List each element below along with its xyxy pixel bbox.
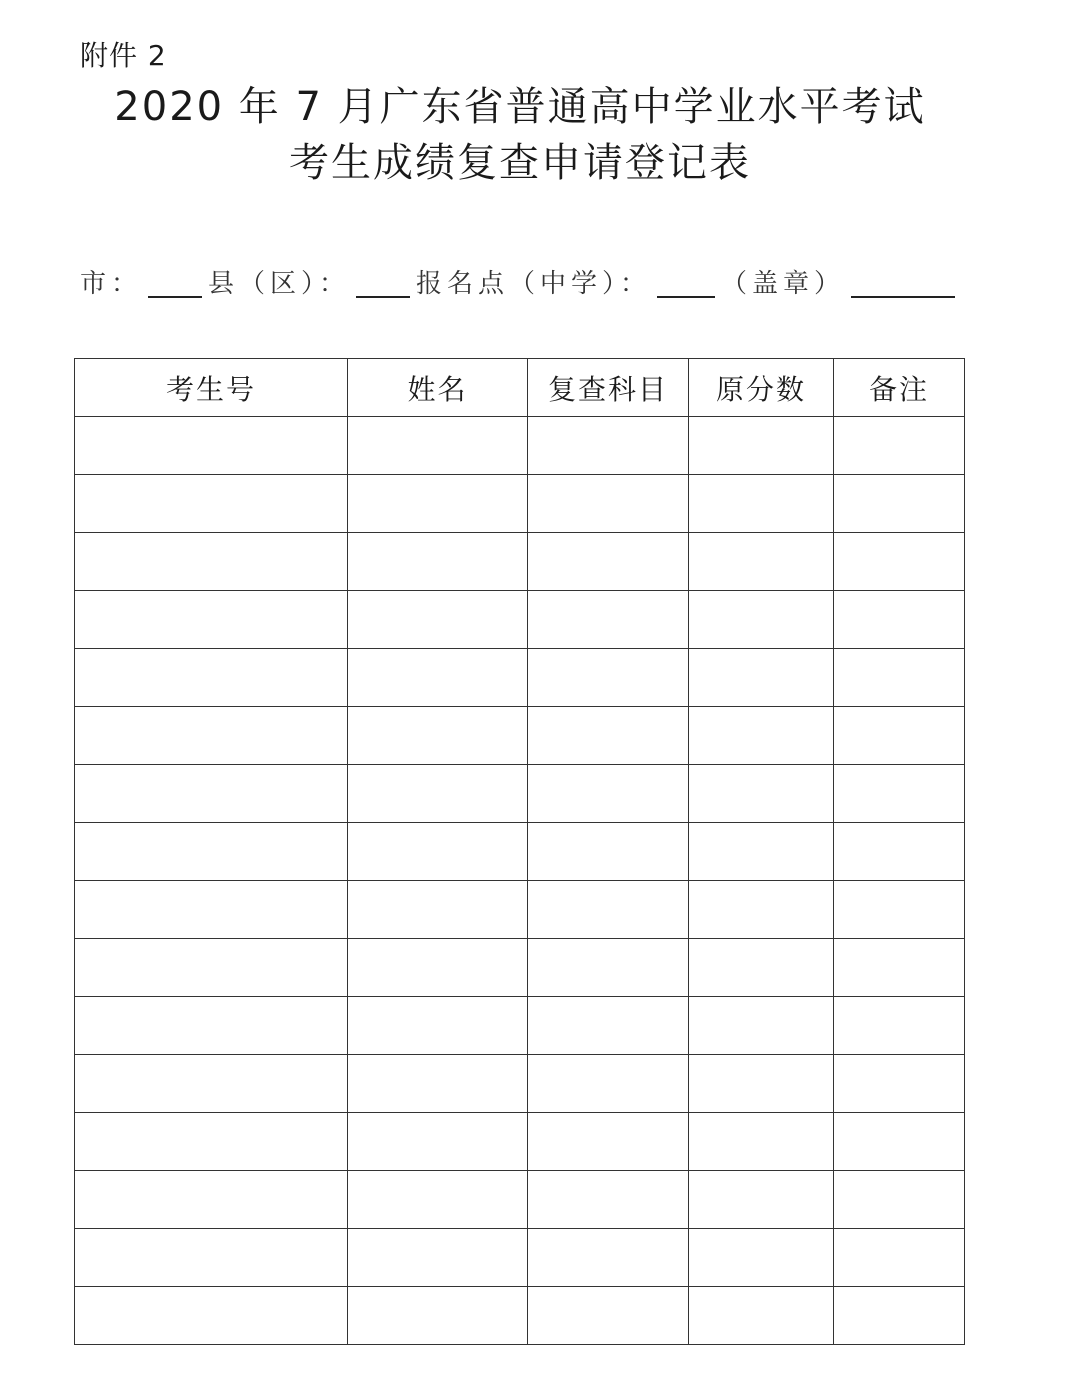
cell-remarks[interactable] — [834, 1055, 965, 1113]
county-blank[interactable] — [356, 266, 410, 298]
table-row — [75, 475, 965, 533]
cell-review-subject[interactable] — [528, 1055, 689, 1113]
fill-in-line — [80, 258, 961, 302]
cell-review-subject[interactable] — [528, 707, 689, 765]
cell-name[interactable] — [348, 1055, 528, 1113]
header-original-score: 原分数 — [689, 359, 834, 417]
table-row — [75, 1113, 965, 1171]
cell-remarks[interactable] — [834, 765, 965, 823]
cell-review-subject[interactable] — [528, 533, 689, 591]
cell-review-subject[interactable] — [528, 417, 689, 475]
table-header-row — [75, 359, 965, 417]
county-label: 县（区）： — [208, 269, 351, 299]
school-blank[interactable] — [657, 266, 715, 298]
table-row — [75, 997, 965, 1055]
cell-review-subject[interactable] — [528, 1113, 689, 1171]
cell-exam-number[interactable] — [75, 707, 348, 765]
cell-remarks[interactable] — [834, 417, 965, 475]
cell-exam-number[interactable] — [75, 997, 348, 1055]
cell-remarks[interactable] — [834, 591, 965, 649]
cell-review-subject[interactable] — [528, 1171, 689, 1229]
table-row — [75, 823, 965, 881]
cell-remarks[interactable] — [834, 1229, 965, 1287]
city-label: 市： — [80, 269, 143, 299]
cell-remarks[interactable] — [834, 823, 965, 881]
cell-original-score[interactable] — [689, 475, 834, 533]
cell-name[interactable] — [348, 707, 528, 765]
cell-review-subject[interactable] — [528, 997, 689, 1055]
table-row — [75, 1229, 965, 1287]
cell-exam-number[interactable] — [75, 1229, 348, 1287]
table-row — [75, 765, 965, 823]
cell-review-subject[interactable] — [528, 939, 689, 997]
cell-name[interactable] — [348, 591, 528, 649]
cell-exam-number[interactable] — [75, 649, 348, 707]
attachment-label: 附件 2 — [80, 39, 167, 72]
cell-name[interactable] — [348, 997, 528, 1055]
cell-original-score[interactable] — [689, 939, 834, 997]
table-row — [75, 707, 965, 765]
header-remarks: 备注 — [834, 359, 965, 417]
cell-original-score[interactable] — [689, 533, 834, 591]
cell-exam-number[interactable] — [75, 1287, 348, 1345]
table-row — [75, 1055, 965, 1113]
header-name: 姓名 — [348, 359, 528, 417]
cell-name[interactable] — [348, 1113, 528, 1171]
header-review-subject: 复查科目 — [528, 359, 689, 417]
cell-remarks[interactable] — [834, 997, 965, 1055]
cell-remarks[interactable] — [834, 533, 965, 591]
table-row — [75, 417, 965, 475]
cell-remarks[interactable] — [834, 881, 965, 939]
city-blank[interactable] — [148, 266, 202, 298]
table-row — [75, 649, 965, 707]
cell-name[interactable] — [348, 939, 528, 997]
cell-exam-number[interactable] — [75, 1171, 348, 1229]
cell-remarks[interactable] — [834, 649, 965, 707]
seal-label: （盖章） — [721, 269, 846, 299]
table-row — [75, 1171, 965, 1229]
cell-name[interactable] — [348, 475, 528, 533]
cell-exam-number[interactable] — [75, 823, 348, 881]
cell-original-score[interactable] — [689, 417, 834, 475]
cell-original-score[interactable] — [689, 591, 834, 649]
cell-review-subject[interactable] — [528, 881, 689, 939]
cell-exam-number[interactable] — [75, 1113, 348, 1171]
cell-remarks[interactable] — [834, 939, 965, 997]
cell-remarks[interactable] — [834, 1287, 965, 1345]
table-row — [75, 1287, 965, 1345]
cell-original-score[interactable] — [689, 881, 834, 939]
header-exam-number: 考生号 — [75, 359, 348, 417]
school-label: 报名点（中学）： — [416, 269, 652, 299]
cell-original-score[interactable] — [689, 823, 834, 881]
cell-name[interactable] — [348, 417, 528, 475]
cell-original-score[interactable] — [689, 1113, 834, 1171]
cell-exam-number[interactable] — [75, 417, 348, 475]
cell-review-subject[interactable] — [528, 1229, 689, 1287]
registration-table — [74, 358, 965, 1345]
cell-review-subject[interactable] — [528, 1287, 689, 1345]
cell-name[interactable] — [348, 1171, 528, 1229]
cell-exam-number[interactable] — [75, 881, 348, 939]
cell-exam-number[interactable] — [75, 765, 348, 823]
cell-exam-number[interactable] — [75, 591, 348, 649]
cell-original-score[interactable] — [689, 765, 834, 823]
cell-name[interactable] — [348, 765, 528, 823]
cell-review-subject[interactable] — [528, 475, 689, 533]
cell-original-score[interactable] — [689, 649, 834, 707]
cell-original-score[interactable] — [689, 997, 834, 1055]
table-body — [75, 417, 965, 1345]
cell-remarks[interactable] — [834, 1171, 965, 1229]
cell-original-score[interactable] — [689, 1229, 834, 1287]
cell-remarks[interactable] — [834, 707, 965, 765]
cell-exam-number[interactable] — [75, 475, 348, 533]
cell-review-subject[interactable] — [528, 823, 689, 881]
cell-review-subject[interactable] — [528, 765, 689, 823]
cell-remarks[interactable] — [834, 1113, 965, 1171]
table-row — [75, 939, 965, 997]
cell-remarks[interactable] — [834, 475, 965, 533]
cell-name[interactable] — [348, 1287, 528, 1345]
cell-review-subject[interactable] — [528, 591, 689, 649]
cell-original-score[interactable] — [689, 1171, 834, 1229]
cell-original-score[interactable] — [689, 1287, 834, 1345]
cell-name[interactable] — [348, 649, 528, 707]
table-row — [75, 591, 965, 649]
cell-name[interactable] — [348, 1229, 528, 1287]
cell-name[interactable] — [348, 881, 528, 939]
cell-exam-number[interactable] — [75, 533, 348, 591]
cell-original-score[interactable] — [689, 707, 834, 765]
cell-original-score[interactable] — [689, 1055, 834, 1113]
cell-exam-number[interactable] — [75, 1055, 348, 1113]
table-row — [75, 533, 965, 591]
cell-exam-number[interactable] — [75, 939, 348, 997]
cell-name[interactable] — [348, 533, 528, 591]
document-title-line-2: 考生成绩复查申请登记表 — [289, 140, 751, 186]
seal-blank[interactable] — [851, 266, 955, 298]
cell-name[interactable] — [348, 823, 528, 881]
cell-review-subject[interactable] — [528, 649, 689, 707]
document-title-line-1: 2020 年 7 月广东省普通高中学业水平考试 — [114, 84, 926, 130]
table-row — [75, 881, 965, 939]
